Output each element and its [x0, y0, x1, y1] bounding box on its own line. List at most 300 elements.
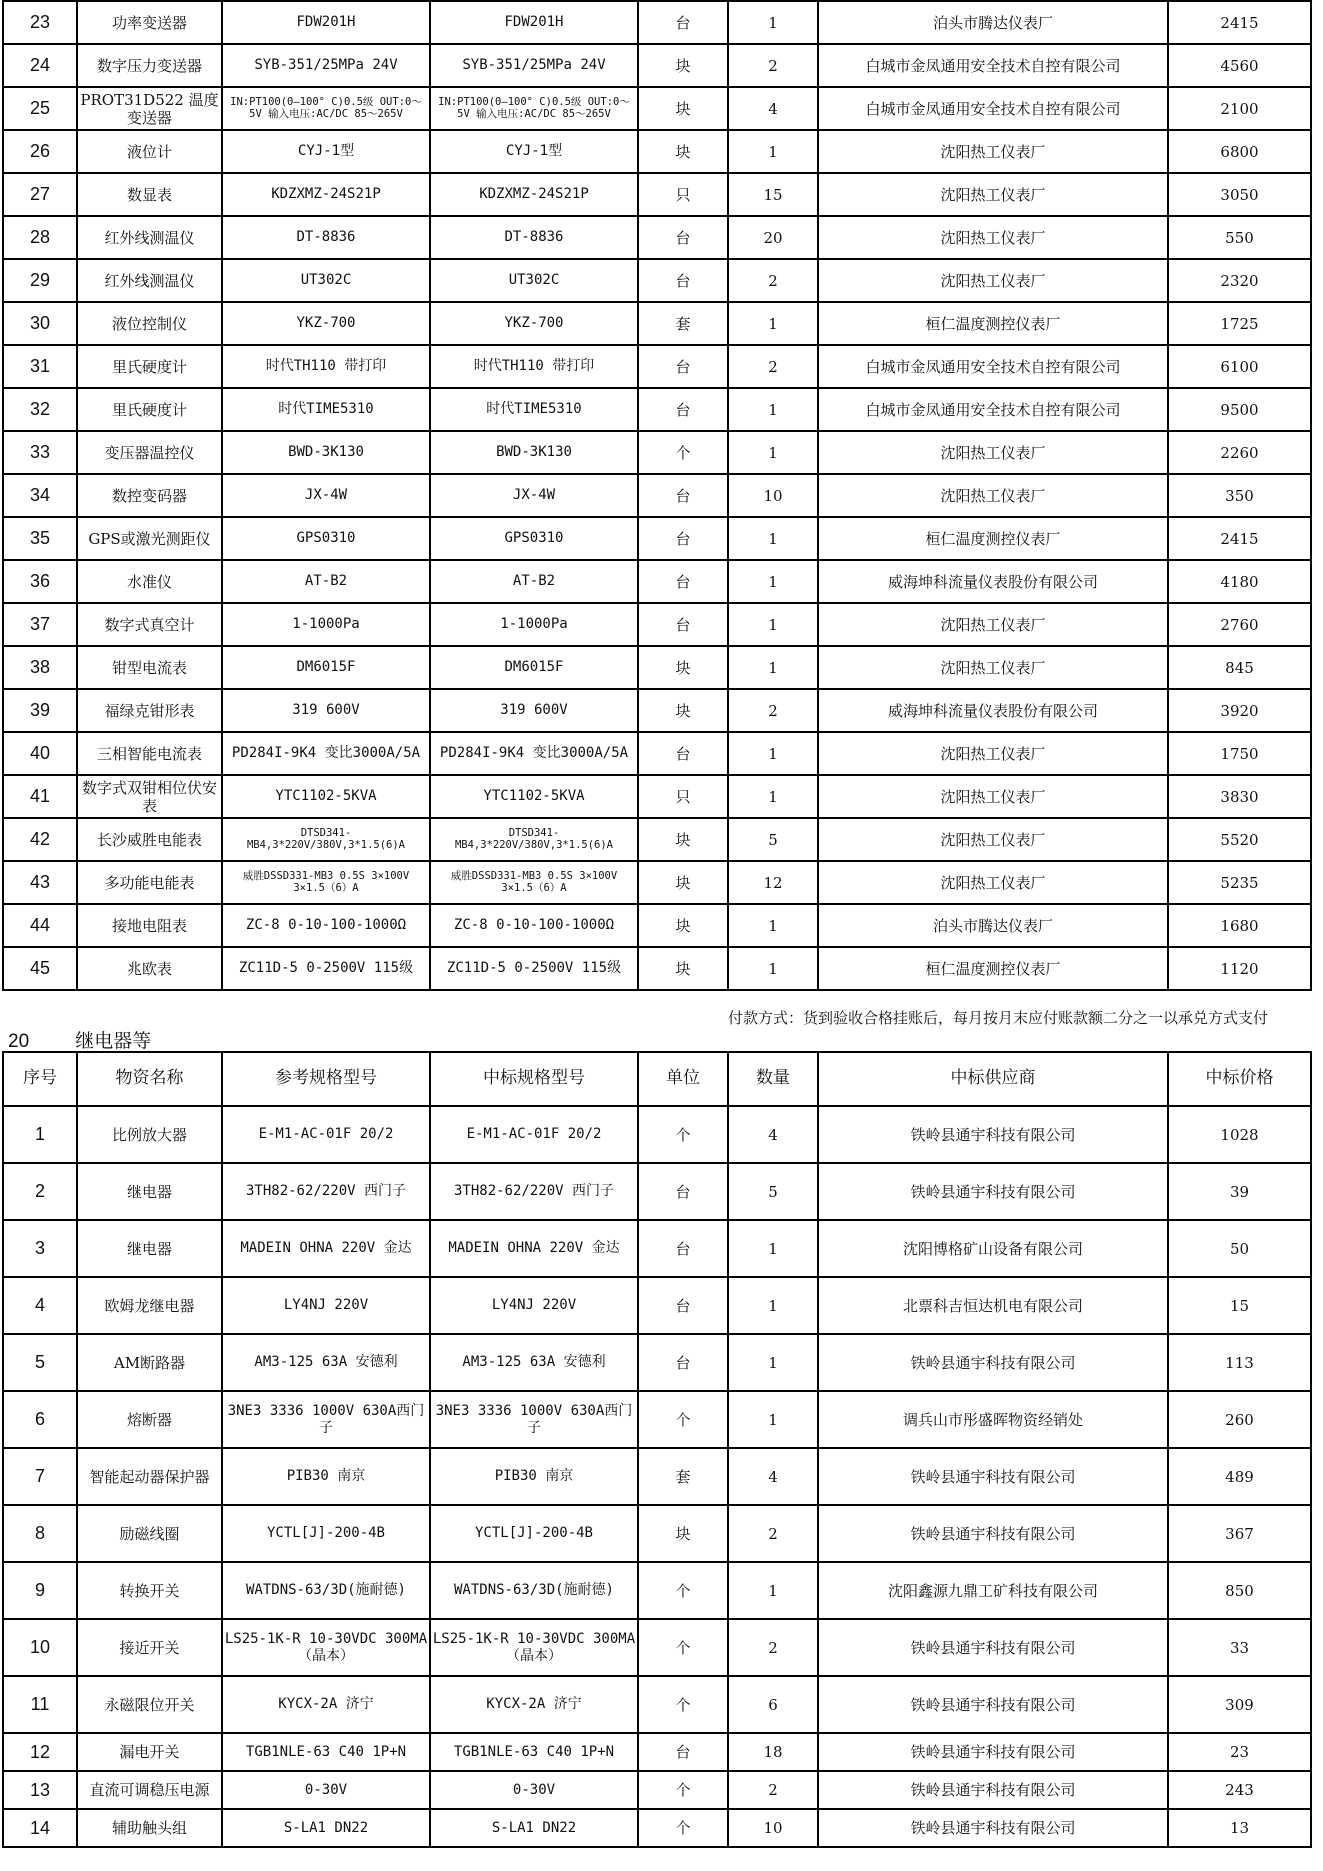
cell-unit: 只 — [638, 775, 728, 818]
cell-unit: 个 — [638, 1106, 728, 1163]
cell-no: 27 — [3, 173, 77, 216]
cell-supplier: 铁岭县通宇科技有限公司 — [818, 1809, 1168, 1847]
cell-no: 8 — [3, 1505, 77, 1562]
cell-name: 里氏硬度计 — [77, 345, 222, 388]
cell-unit: 套 — [638, 1448, 728, 1505]
cell-supplier: 铁岭县通宇科技有限公司 — [818, 1448, 1168, 1505]
cell-name: 数字压力变送器 — [77, 44, 222, 87]
cell-ref-spec: PIB30 南京 — [222, 1448, 430, 1505]
cell-ref-spec: 威胜DSSD331-MB3 0.5S 3×100V 3×1.5（6）A — [222, 861, 430, 904]
cell-price: 309 — [1168, 1676, 1311, 1733]
cell-ref-spec: FDW201H — [222, 1, 430, 44]
cell-unit: 台 — [638, 517, 728, 560]
cell-supplier: 沈阳热工仪表厂 — [818, 259, 1168, 302]
table-row — [3, 173, 1311, 216]
cell-name: 水准仪 — [77, 560, 222, 603]
cell-name: 功率变送器 — [77, 1, 222, 44]
cell-no: 37 — [3, 603, 77, 646]
cell-qty: 15 — [728, 173, 818, 216]
cell-supplier: 沈阳热工仪表厂 — [818, 474, 1168, 517]
cell-bid-spec: ZC11D-5 0-2500V 115级 — [430, 947, 638, 990]
cell-supplier: 沈阳热工仪表厂 — [818, 130, 1168, 173]
table-row — [3, 87, 1311, 130]
cell-bid-spec: DT-8836 — [430, 216, 638, 259]
cell-unit: 台 — [638, 1163, 728, 1220]
cell-name: 兆欧表 — [77, 947, 222, 990]
cell-ref-spec: E-M1-AC-01F 20/2 — [222, 1106, 430, 1163]
cell-name: 红外线测温仪 — [77, 259, 222, 302]
cell-bid-spec: 0-30V — [430, 1771, 638, 1809]
cell-ref-spec: GPS0310 — [222, 517, 430, 560]
cell-unit: 台 — [638, 1334, 728, 1391]
cell-supplier: 沈阳热工仪表厂 — [818, 732, 1168, 775]
instrument-table-body — [3, 1, 1311, 990]
table-row — [3, 431, 1311, 474]
cell-price: 260 — [1168, 1391, 1311, 1448]
cell-qty: 4 — [728, 1106, 818, 1163]
cell-bid-spec: S-LA1 DN22 — [430, 1809, 638, 1847]
cell-ref-spec: 3TH82-62/220V 西门子 — [222, 1163, 430, 1220]
cell-no: 28 — [3, 216, 77, 259]
cell-bid-spec: DM6015F — [430, 646, 638, 689]
cell-supplier: 白城市金凤通用安全技术自控有限公司 — [818, 87, 1168, 130]
cell-unit: 块 — [638, 947, 728, 990]
cell-name: 欧姆龙继电器 — [77, 1277, 222, 1334]
header-unit: 单位 — [638, 1052, 728, 1106]
table-row — [3, 302, 1311, 345]
cell-price: 1725 — [1168, 302, 1311, 345]
table-row — [3, 1, 1311, 44]
cell-unit: 台 — [638, 259, 728, 302]
cell-qty: 5 — [728, 818, 818, 861]
cell-price: 39 — [1168, 1163, 1311, 1220]
cell-no: 31 — [3, 345, 77, 388]
cell-qty: 12 — [728, 861, 818, 904]
cell-name: 继电器 — [77, 1163, 222, 1220]
cell-supplier: 铁岭县通宇科技有限公司 — [818, 1106, 1168, 1163]
cell-bid-spec: PD284I-9K4 变比3000A/5A — [430, 732, 638, 775]
cell-price: 2320 — [1168, 259, 1311, 302]
cell-ref-spec: IN:PT100(0—100° C)0.5级 OUT:0～5V 输入电压:AC/DC 85～265V — [222, 87, 430, 130]
cell-price: 1680 — [1168, 904, 1311, 947]
cell-name: 液位控制仪 — [77, 302, 222, 345]
cell-qty: 2 — [728, 1505, 818, 1562]
cell-ref-spec: LS25-1K-R 10-30VDC 300MA（晶本） — [222, 1619, 430, 1676]
cell-supplier: 沈阳博格矿山设备有限公司 — [818, 1220, 1168, 1277]
cell-ref-spec: S-LA1 DN22 — [222, 1809, 430, 1847]
cell-price: 6100 — [1168, 345, 1311, 388]
cell-ref-spec: 3NE3 3336 1000V 630A西门子 — [222, 1391, 430, 1448]
table-header-row — [3, 1052, 1311, 1106]
cell-qty: 20 — [728, 216, 818, 259]
cell-price: 3050 — [1168, 173, 1311, 216]
cell-unit: 块 — [638, 861, 728, 904]
cell-bid-spec: 3NE3 3336 1000V 630A西门子 — [430, 1391, 638, 1448]
table-row — [3, 775, 1311, 818]
cell-unit: 个 — [638, 1771, 728, 1809]
cell-qty: 2 — [728, 44, 818, 87]
cell-bid-spec: 威胜DSSD331-MB3 0.5S 3×100V 3×1.5（6）A — [430, 861, 638, 904]
cell-ref-spec: AT-B2 — [222, 560, 430, 603]
cell-name: 比例放大器 — [77, 1106, 222, 1163]
cell-no: 32 — [3, 388, 77, 431]
cell-price: 243 — [1168, 1771, 1311, 1809]
cell-name: AM断路器 — [77, 1334, 222, 1391]
cell-qty: 1 — [728, 904, 818, 947]
cell-no: 7 — [3, 1448, 77, 1505]
cell-name: 多功能电能表 — [77, 861, 222, 904]
cell-no: 36 — [3, 560, 77, 603]
cell-price: 15 — [1168, 1277, 1311, 1334]
cell-unit: 块 — [638, 904, 728, 947]
section-title: 继电器等 — [75, 1030, 152, 1052]
cell-qty: 2 — [728, 345, 818, 388]
table-row — [3, 732, 1311, 775]
table-row — [3, 560, 1311, 603]
cell-supplier: 桓仁温度测控仪表厂 — [818, 947, 1168, 990]
cell-no: 26 — [3, 130, 77, 173]
relay-table-body — [3, 1106, 1311, 1847]
cell-qty: 1 — [728, 302, 818, 345]
cell-supplier: 铁岭县通宇科技有限公司 — [818, 1334, 1168, 1391]
table-row — [3, 904, 1311, 947]
cell-supplier: 沈阳热工仪表厂 — [818, 603, 1168, 646]
cell-qty: 1 — [728, 1, 818, 44]
cell-no: 25 — [3, 87, 77, 130]
cell-supplier: 铁岭县通宇科技有限公司 — [818, 1676, 1168, 1733]
section-number: 20 — [8, 1031, 30, 1052]
cell-bid-spec: SYB-351/25MPa 24V — [430, 44, 638, 87]
table-row — [3, 1505, 1311, 1562]
cell-name: 熔断器 — [77, 1391, 222, 1448]
cell-no: 45 — [3, 947, 77, 990]
cell-supplier: 白城市金凤通用安全技术自控有限公司 — [818, 345, 1168, 388]
cell-unit: 台 — [638, 732, 728, 775]
payment-terms: 付款方式：货到验收合格挂账后，每月按月末应付账款额二分之一以承兑方式支付 — [728, 1009, 1269, 1027]
cell-unit: 台 — [638, 1733, 728, 1771]
cell-no: 43 — [3, 861, 77, 904]
cell-price: 50 — [1168, 1220, 1311, 1277]
cell-price: 5520 — [1168, 818, 1311, 861]
cell-name: 三相智能电流表 — [77, 732, 222, 775]
cell-no: 3 — [3, 1220, 77, 1277]
cell-qty: 5 — [728, 1163, 818, 1220]
cell-qty: 6 — [728, 1676, 818, 1733]
cell-qty: 1 — [728, 1334, 818, 1391]
cell-bid-spec: AM3-125 63A 安德利 — [430, 1334, 638, 1391]
table-row — [3, 44, 1311, 87]
cell-no: 13 — [3, 1771, 77, 1809]
cell-unit: 套 — [638, 302, 728, 345]
cell-no: 1 — [3, 1106, 77, 1163]
cell-name: PROT31D522 温度变送器 — [77, 87, 222, 130]
cell-ref-spec: TGB1NLE-63 C40 1P+N — [222, 1733, 430, 1771]
table-row — [3, 1809, 1311, 1847]
cell-no: 9 — [3, 1562, 77, 1619]
cell-unit: 个 — [638, 1676, 728, 1733]
cell-bid-spec: ZC-8 0-10-100-1000Ω — [430, 904, 638, 947]
cell-qty: 10 — [728, 1809, 818, 1847]
cell-supplier: 白城市金凤通用安全技术自控有限公司 — [818, 44, 1168, 87]
cell-price: 13 — [1168, 1809, 1311, 1847]
cell-no: 44 — [3, 904, 77, 947]
cell-bid-spec: AT-B2 — [430, 560, 638, 603]
cell-name: 接地电阻表 — [77, 904, 222, 947]
cell-bid-spec: DTSD341-MB4,3*220V/380V,3*1.5(6)A — [430, 818, 638, 861]
cell-price: 550 — [1168, 216, 1311, 259]
cell-unit: 台 — [638, 603, 728, 646]
cell-bid-spec: 时代TH110 带打印 — [430, 345, 638, 388]
cell-bid-spec: E-M1-AC-01F 20/2 — [430, 1106, 638, 1163]
table-row — [3, 1619, 1311, 1676]
cell-price: 350 — [1168, 474, 1311, 517]
table-row — [3, 388, 1311, 431]
table-row — [3, 259, 1311, 302]
cell-price: 6800 — [1168, 130, 1311, 173]
cell-ref-spec: YCTL[J]-200-4B — [222, 1505, 430, 1562]
cell-supplier: 威海坤科流量仪表股份有限公司 — [818, 560, 1168, 603]
cell-ref-spec: CYJ-1型 — [222, 130, 430, 173]
cell-ref-spec: KDZXMZ-24S21P — [222, 173, 430, 216]
cell-price: 9500 — [1168, 388, 1311, 431]
cell-name: 里氏硬度计 — [77, 388, 222, 431]
cell-ref-spec: PD284I-9K4 变比3000A/5A — [222, 732, 430, 775]
table-row — [3, 1448, 1311, 1505]
cell-no: 38 — [3, 646, 77, 689]
cell-qty: 1 — [728, 1562, 818, 1619]
cell-qty: 1 — [728, 517, 818, 560]
cell-name: 励磁线圈 — [77, 1505, 222, 1562]
cell-price: 4180 — [1168, 560, 1311, 603]
header-name: 物资名称 — [77, 1052, 222, 1106]
instrument-table — [2, 0, 1312, 991]
cell-price: 1750 — [1168, 732, 1311, 775]
cell-price: 2760 — [1168, 603, 1311, 646]
cell-price: 5235 — [1168, 861, 1311, 904]
cell-name: 数显表 — [77, 173, 222, 216]
cell-unit: 块 — [638, 87, 728, 130]
cell-unit: 个 — [638, 1809, 728, 1847]
cell-no: 30 — [3, 302, 77, 345]
cell-no: 14 — [3, 1809, 77, 1847]
cell-unit: 只 — [638, 173, 728, 216]
table-row — [3, 1676, 1311, 1733]
cell-supplier: 沈阳热工仪表厂 — [818, 431, 1168, 474]
table-row — [3, 1220, 1311, 1277]
cell-qty: 1 — [728, 560, 818, 603]
table-row — [3, 1163, 1311, 1220]
cell-qty: 2 — [728, 689, 818, 732]
cell-ref-spec: DTSD341-MB4,3*220V/380V,3*1.5(6)A — [222, 818, 430, 861]
cell-unit: 台 — [638, 474, 728, 517]
header-supplier: 中标供应商 — [818, 1052, 1168, 1106]
cell-supplier: 桓仁温度测控仪表厂 — [818, 517, 1168, 560]
cell-qty: 18 — [728, 1733, 818, 1771]
cell-ref-spec: YTC1102-5KVA — [222, 775, 430, 818]
cell-name: 永磁限位开关 — [77, 1676, 222, 1733]
cell-no: 6 — [3, 1391, 77, 1448]
cell-ref-spec: 0-30V — [222, 1771, 430, 1809]
cell-bid-spec: 319 600V — [430, 689, 638, 732]
cell-qty: 1 — [728, 1220, 818, 1277]
cell-bid-spec: KYCX-2A 济宁 — [430, 1676, 638, 1733]
cell-ref-spec: UT302C — [222, 259, 430, 302]
cell-qty: 1 — [728, 732, 818, 775]
cell-name: 直流可调稳压电源 — [77, 1771, 222, 1809]
cell-qty: 1 — [728, 130, 818, 173]
table-row — [3, 1771, 1311, 1809]
header-ref-spec: 参考规格型号 — [222, 1052, 430, 1106]
cell-ref-spec: DM6015F — [222, 646, 430, 689]
cell-unit: 台 — [638, 1220, 728, 1277]
cell-ref-spec: SYB-351/25MPa 24V — [222, 44, 430, 87]
cell-price: 489 — [1168, 1448, 1311, 1505]
cell-qty: 1 — [728, 947, 818, 990]
cell-unit: 块 — [638, 1505, 728, 1562]
cell-price: 4560 — [1168, 44, 1311, 87]
cell-ref-spec: 1-1000Pa — [222, 603, 430, 646]
cell-qty: 1 — [728, 775, 818, 818]
cell-supplier: 威海坤科流量仪表股份有限公司 — [818, 689, 1168, 732]
cell-name: GPS或激光测距仪 — [77, 517, 222, 560]
cell-price: 2415 — [1168, 517, 1311, 560]
table-row — [3, 216, 1311, 259]
cell-price: 2415 — [1168, 1, 1311, 44]
cell-supplier: 铁岭县通宇科技有限公司 — [818, 1163, 1168, 1220]
header-qty: 数量 — [728, 1052, 818, 1106]
cell-unit: 块 — [638, 818, 728, 861]
table-row — [3, 646, 1311, 689]
cell-ref-spec: LY4NJ 220V — [222, 1277, 430, 1334]
cell-qty: 2 — [728, 259, 818, 302]
cell-name: 变压器温控仪 — [77, 431, 222, 474]
cell-bid-spec: MADEIN OHNA 220V 金达 — [430, 1220, 638, 1277]
cell-supplier: 桓仁温度测控仪表厂 — [818, 302, 1168, 345]
cell-name: 数控变码器 — [77, 474, 222, 517]
cell-no: 11 — [3, 1676, 77, 1733]
table-row — [3, 1733, 1311, 1771]
cell-bid-spec: 1-1000Pa — [430, 603, 638, 646]
cell-price: 3830 — [1168, 775, 1311, 818]
cell-supplier: 沈阳热工仪表厂 — [818, 861, 1168, 904]
cell-ref-spec: 时代TH110 带打印 — [222, 345, 430, 388]
cell-ref-spec: YKZ-700 — [222, 302, 430, 345]
table-row — [3, 689, 1311, 732]
cell-unit: 台 — [638, 216, 728, 259]
cell-price: 1028 — [1168, 1106, 1311, 1163]
cell-unit: 台 — [638, 388, 728, 431]
cell-qty: 1 — [728, 1277, 818, 1334]
cell-no: 10 — [3, 1619, 77, 1676]
cell-qty: 10 — [728, 474, 818, 517]
cell-ref-spec: BWD-3K130 — [222, 431, 430, 474]
table-row — [3, 1277, 1311, 1334]
cell-supplier: 铁岭县通宇科技有限公司 — [818, 1771, 1168, 1809]
cell-price: 2260 — [1168, 431, 1311, 474]
cell-no: 33 — [3, 431, 77, 474]
cell-no: 29 — [3, 259, 77, 302]
cell-ref-spec: KYCX-2A 济宁 — [222, 1676, 430, 1733]
cell-ref-spec: ZC11D-5 0-2500V 115级 — [222, 947, 430, 990]
cell-unit: 块 — [638, 646, 728, 689]
cell-price: 367 — [1168, 1505, 1311, 1562]
cell-qty: 1 — [728, 1391, 818, 1448]
cell-unit: 个 — [638, 431, 728, 474]
cell-supplier: 沈阳热工仪表厂 — [818, 818, 1168, 861]
table-row — [3, 1334, 1311, 1391]
cell-supplier: 北票科吉恒达机电有限公司 — [818, 1277, 1168, 1334]
cell-name: 液位计 — [77, 130, 222, 173]
cell-bid-spec: LY4NJ 220V — [430, 1277, 638, 1334]
cell-no: 5 — [3, 1334, 77, 1391]
cell-ref-spec: AM3-125 63A 安德利 — [222, 1334, 430, 1391]
cell-bid-spec: YCTL[J]-200-4B — [430, 1505, 638, 1562]
cell-ref-spec: 319 600V — [222, 689, 430, 732]
cell-bid-spec: 时代TIME5310 — [430, 388, 638, 431]
cell-bid-spec: CYJ-1型 — [430, 130, 638, 173]
cell-ref-spec: JX-4W — [222, 474, 430, 517]
cell-no: 42 — [3, 818, 77, 861]
relay-table — [2, 1051, 1312, 1848]
cell-supplier: 铁岭县通宇科技有限公司 — [818, 1505, 1168, 1562]
cell-no: 41 — [3, 775, 77, 818]
cell-unit: 个 — [638, 1391, 728, 1448]
cell-price: 23 — [1168, 1733, 1311, 1771]
cell-no: 4 — [3, 1277, 77, 1334]
cell-unit: 台 — [638, 1277, 728, 1334]
table-row — [3, 861, 1311, 904]
cell-bid-spec: BWD-3K130 — [430, 431, 638, 474]
cell-ref-spec: 时代TIME5310 — [222, 388, 430, 431]
cell-no: 34 — [3, 474, 77, 517]
table-row — [3, 603, 1311, 646]
cell-supplier: 铁岭县通宇科技有限公司 — [818, 1733, 1168, 1771]
cell-name: 转换开关 — [77, 1562, 222, 1619]
cell-qty: 1 — [728, 603, 818, 646]
cell-ref-spec: WATDNS-63/3D(施耐德) — [222, 1562, 430, 1619]
cell-unit: 台 — [638, 560, 728, 603]
section-heading — [8, 1026, 151, 1053]
cell-no: 2 — [3, 1163, 77, 1220]
cell-price: 845 — [1168, 646, 1311, 689]
cell-unit: 个 — [638, 1562, 728, 1619]
table-row — [3, 474, 1311, 517]
cell-supplier: 铁岭县通宇科技有限公司 — [818, 1619, 1168, 1676]
cell-bid-spec: IN:PT100(0—100° C)0.5级 OUT:0～5V 输入电压:AC/DC 85～265V — [430, 87, 638, 130]
cell-unit: 块 — [638, 130, 728, 173]
cell-supplier: 沈阳热工仪表厂 — [818, 775, 1168, 818]
cell-qty: 4 — [728, 1448, 818, 1505]
cell-name: 智能起动器保护器 — [77, 1448, 222, 1505]
cell-qty: 1 — [728, 388, 818, 431]
cell-price: 2100 — [1168, 87, 1311, 130]
cell-supplier: 沈阳热工仪表厂 — [818, 173, 1168, 216]
cell-no: 39 — [3, 689, 77, 732]
cell-unit: 台 — [638, 345, 728, 388]
cell-bid-spec: LS25-1K-R 10-30VDC 300MA（晶本） — [430, 1619, 638, 1676]
cell-bid-spec: JX-4W — [430, 474, 638, 517]
cell-qty: 2 — [728, 1771, 818, 1809]
cell-unit: 块 — [638, 44, 728, 87]
cell-name: 福绿克钳形表 — [77, 689, 222, 732]
cell-supplier: 泊头市腾达仪表厂 — [818, 904, 1168, 947]
cell-ref-spec: MADEIN OHNA 220V 金达 — [222, 1220, 430, 1277]
header-bid-spec: 中标规格型号 — [430, 1052, 638, 1106]
table-row — [3, 1106, 1311, 1163]
cell-no: 35 — [3, 517, 77, 560]
cell-qty: 1 — [728, 431, 818, 474]
cell-supplier: 泊头市腾达仪表厂 — [818, 1, 1168, 44]
